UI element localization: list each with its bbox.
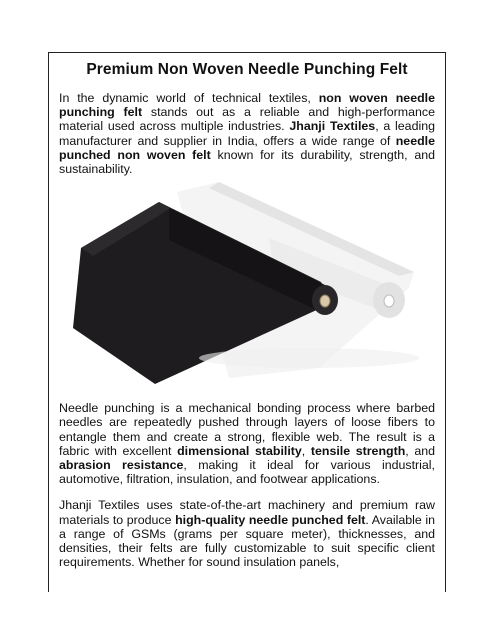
felt-rolls-illustration	[59, 178, 437, 392]
bold-phrase: tensile strength	[310, 443, 406, 458]
white-roll-core	[384, 295, 394, 307]
document-content	[49, 53, 445, 569]
text-run: ,	[301, 443, 311, 458]
bold-phrase: non woven needle punching felt	[59, 91, 435, 120]
text-run: , a leading manufacturer and supplier in India, offers a wide range of	[59, 119, 435, 148]
bold-phrase: high-quality needle punched felt	[175, 512, 366, 527]
text-run: . Available in a range of GSMs (grams per square meter), thicknesses, and densities, their felts are fully customizable to suit specific client requirements. Whether for sound insulation panels,	[59, 512, 436, 570]
black-roll-core	[320, 295, 330, 307]
bold-phrase: Jhanji Textiles	[289, 119, 376, 134]
text-run: Jhanji Textiles uses state-of-the-art machinery and premium raw materials to produce	[59, 498, 435, 527]
floor-shadow	[199, 348, 419, 368]
text-run: stands out as a reliable and high-performance material used across multiple industries.	[59, 105, 435, 134]
document-frame	[48, 52, 446, 592]
text-run: , making it ideal for various industrial, automotive, filtration, insulation, and footwear applications.	[59, 458, 435, 487]
quality-paragraph	[59, 498, 435, 569]
bold-phrase: dimensional stability	[177, 443, 302, 458]
bold-phrase: abrasion resistance	[59, 458, 184, 473]
document-title: Premium Non Woven Needle Punching Felt	[86, 61, 408, 78]
text-run: known for its durability, strength, and sustainability.	[59, 147, 435, 177]
text-run: , and	[405, 443, 436, 458]
intro-paragraph	[59, 91, 435, 176]
text-run: Needle punching is a mechanical bonding process where barbed needles are repeatedly pushed through layers of loose fibers to entangle them and create a strong, flexible web. The result is a fabric with excellent	[59, 401, 435, 458]
text-run: In the dynamic world of technical textiles,	[59, 91, 319, 105]
bold-phrase: needle punched non woven felt	[59, 133, 435, 162]
felt-rolls-image	[59, 178, 437, 392]
process-paragraph	[59, 401, 435, 486]
